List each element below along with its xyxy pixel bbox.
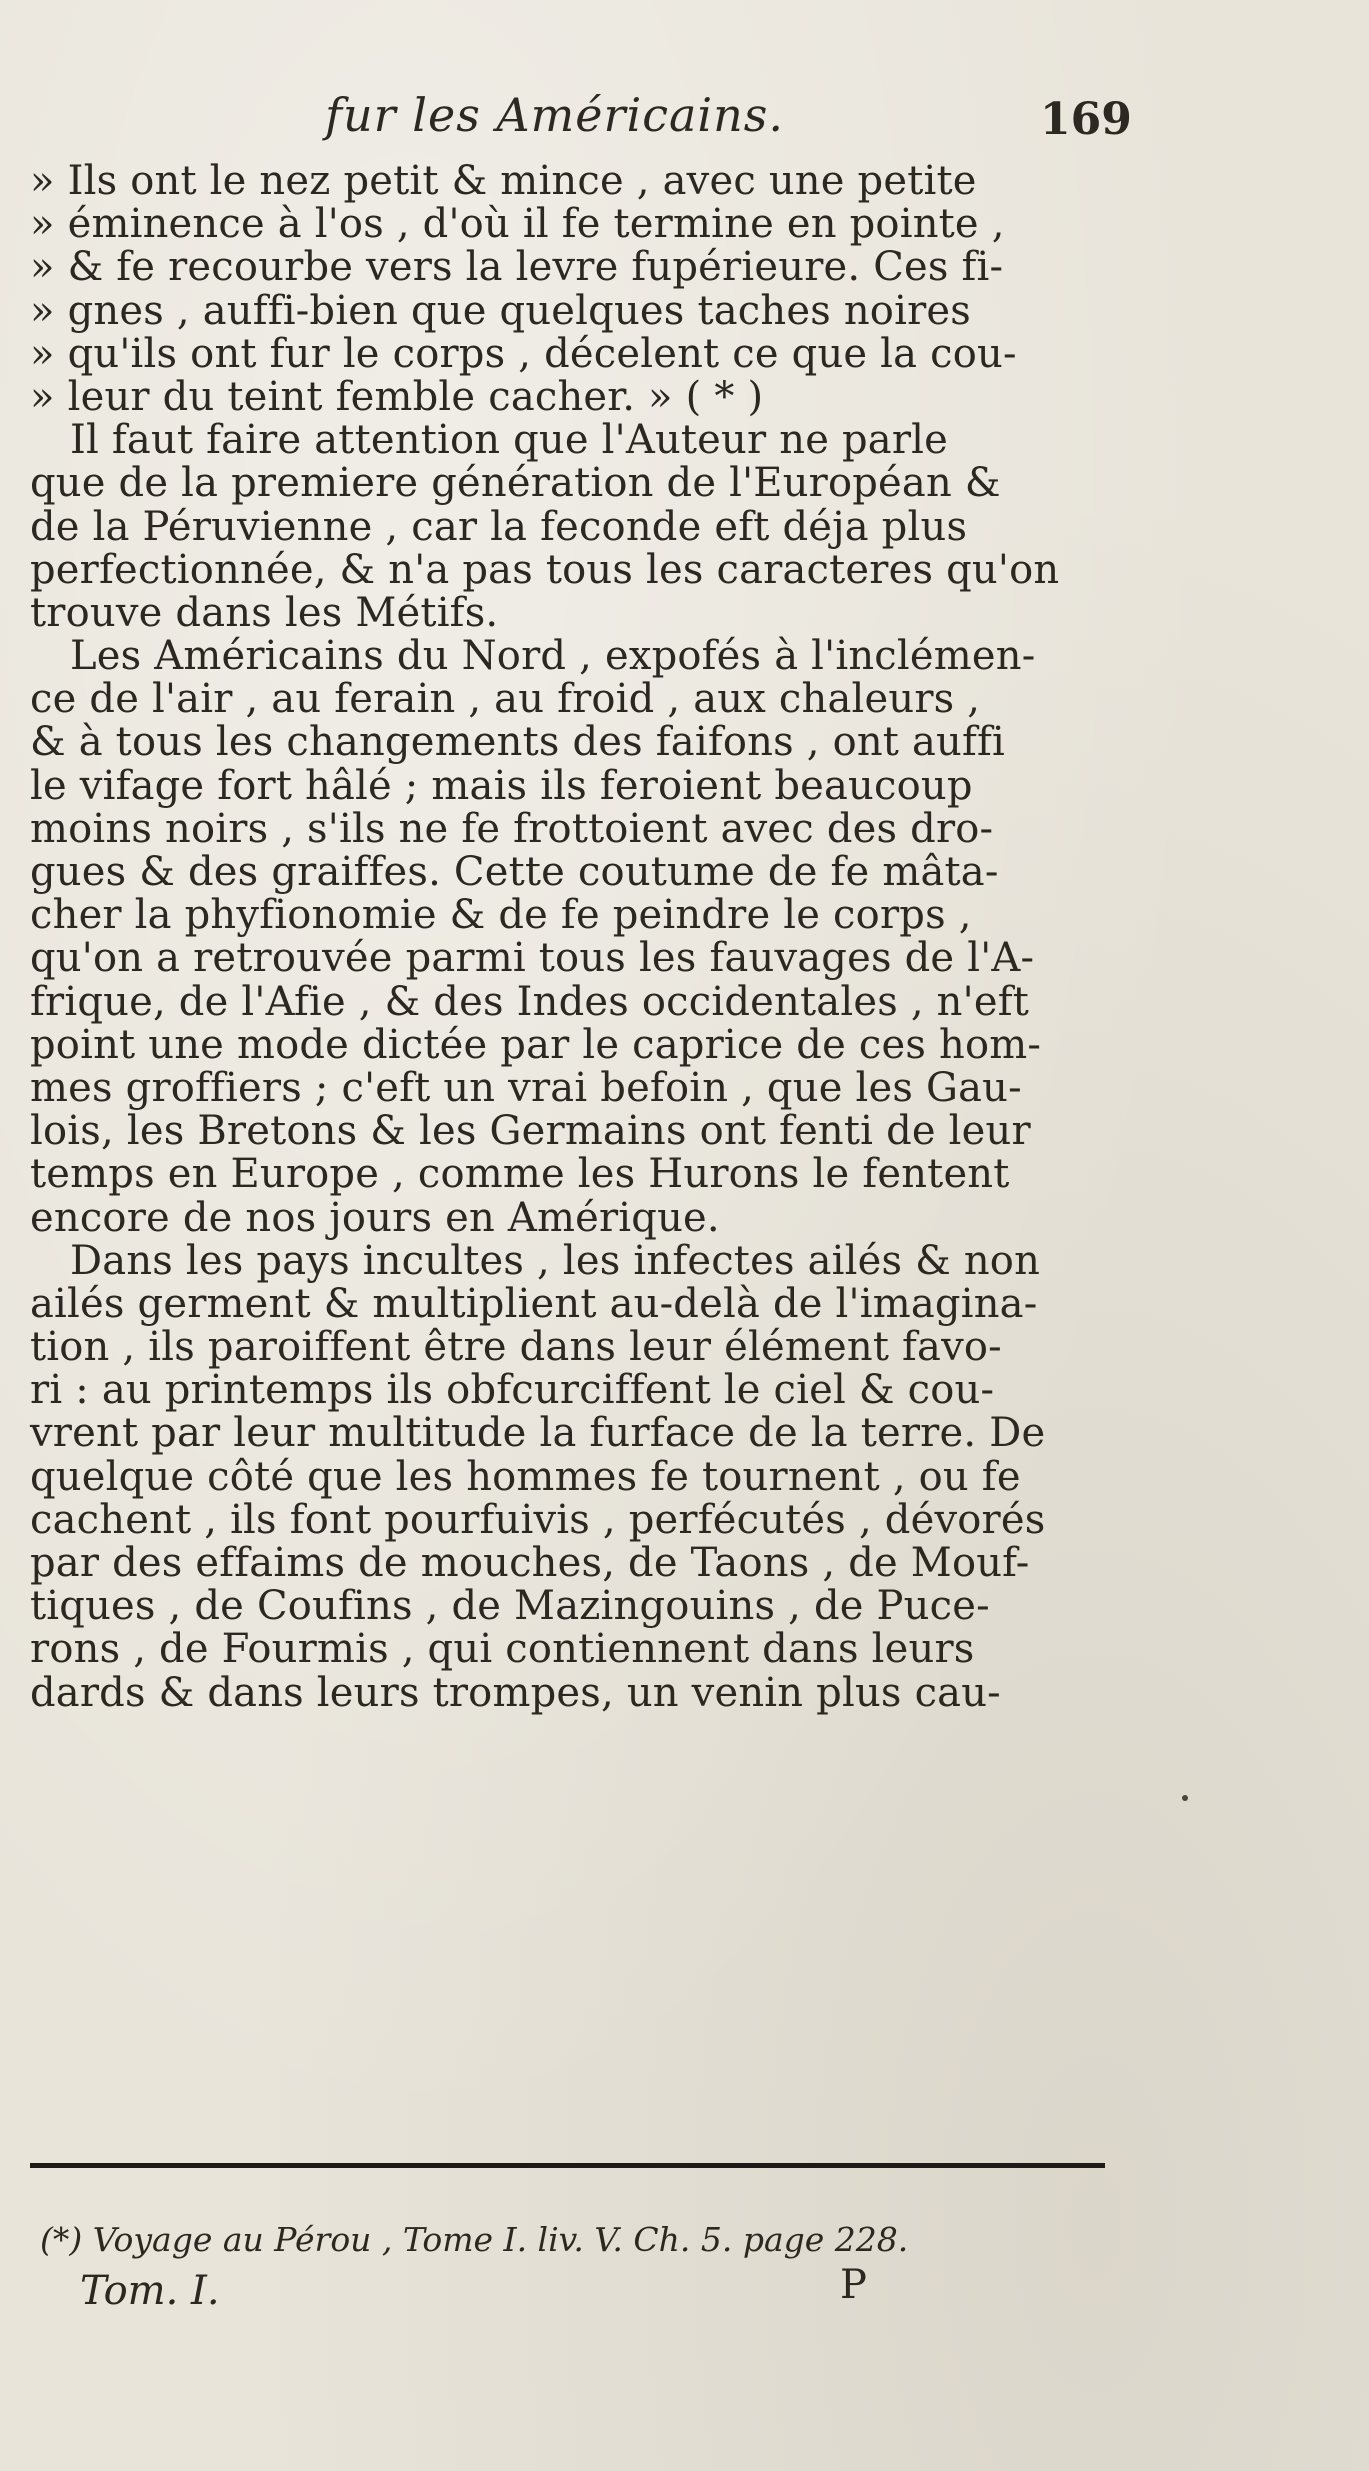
text-line: tion , ils paroiffent être dans leur élément favo- <box>30 1324 1002 1371</box>
text-line: temps en Europe , comme les Hurons le fentent <box>30 1151 1010 1198</box>
text-line: perfectionnée, & n'a pas tous les caracteres qu'on <box>30 546 1060 593</box>
text-line: Dans les pays incultes , les infectes ailés & non <box>70 1237 1041 1284</box>
running-head-title: fur les Américains. <box>325 88 784 142</box>
text-line: que de la premiere génération de l'Européan & <box>30 460 1001 507</box>
text-line: quelque côté que les hommes fe tournent , ou fe <box>30 1453 1021 1500</box>
footnote: (*) Voyage au Pérou , Tome I. liv. V. Ch. 5. page 228. <box>40 2220 909 2259</box>
ink-speck <box>1182 1795 1188 1801</box>
running-head <box>0 88 1369 158</box>
text-line: trouve dans les Métifs. <box>30 589 499 636</box>
text-line: ailés germent & multiplient au-delà de l'imagina- <box>30 1280 1038 1327</box>
page-number: 169 <box>1040 94 1132 145</box>
text-line: » Ils ont le nez petit & mince , avec une petite <box>30 158 977 204</box>
text-line: mes groffiers ; c'eft un vrai befoin , que les Gau- <box>30 1064 1022 1111</box>
text-line: » leur du teint femble cacher. » ( * ) <box>30 373 764 420</box>
text-line: » & fe recourbe vers la levre fupérieure. Ces fi- <box>30 244 1004 291</box>
text-line: ri : au printemps ils obfcurciffent le ciel & cou- <box>30 1367 995 1414</box>
text-line: » qu'ils ont fur le corps , décelent ce que la cou- <box>30 330 1017 377</box>
text-line: ce de l'air , au ferain , au froid , aux chaleurs , <box>30 676 981 723</box>
text-line: moins noirs , s'ils ne fe frottoient avec des dro- <box>30 805 994 852</box>
text-line: gues & des graiffes. Cette coutume de fe mâta- <box>30 849 999 895</box>
text-line: & à tous les changements des faifons , ont auffi <box>30 719 1006 766</box>
text-line: cher la phyfionomie & de fe peindre le corps , <box>30 892 972 939</box>
text-line: de la Péruvienne , car la feconde eft déja plus <box>30 503 968 550</box>
text-line: par des effaims de mouches, de Taons , de Mouf- <box>30 1540 1030 1586</box>
signature-line <box>40 2262 1040 2318</box>
text-line: encore de nos jours en Amérique. <box>30 1194 720 1241</box>
text-line: » éminence à l'os , d'où il fe termine en pointe , <box>30 201 1005 248</box>
text-line: Les Américains du Nord , expofés à l'inclémen- <box>70 633 1036 680</box>
text-line: le vifage fort hâlé ; mais ils feroient beaucoup <box>30 762 973 809</box>
text-line: dards & dans leurs trompes, un venin plus cau- <box>30 1669 1001 1716</box>
text-line: lois, les Bretons & les Germains ont fenti de leur <box>30 1108 1031 1155</box>
text-line: point une mode dictée par le caprice de ces hom- <box>30 1021 1042 1068</box>
signature-mark: P <box>840 2262 867 2308</box>
volume-mark: Tom. I. <box>80 2268 220 2314</box>
footnote-rule <box>30 2163 1105 2168</box>
text-line: » gnes , auffi-bien que quelques taches noires <box>30 287 971 334</box>
body-text <box>30 160 1110 1715</box>
text-line: rons , de Fourmis , qui contiennent dans leurs <box>30 1626 975 1673</box>
text-line: tiques , de Coufins , de Mazingouins , de Puce- <box>30 1583 990 1630</box>
text-line: vrent par leur multitude la furface de la terre. De <box>30 1410 1046 1457</box>
text-line: cachent , ils font pourfuivis , perfécutés , dévorés <box>30 1496 1046 1543</box>
text-line: qu'on a retrouvée parmi tous les fauvages de l'A- <box>30 935 1035 982</box>
text-line: frique, de l'Afie , & des Indes occidentales , n'eft <box>30 978 1029 1025</box>
text-line: Il faut faire attention que l'Auteur ne parle <box>70 417 949 464</box>
